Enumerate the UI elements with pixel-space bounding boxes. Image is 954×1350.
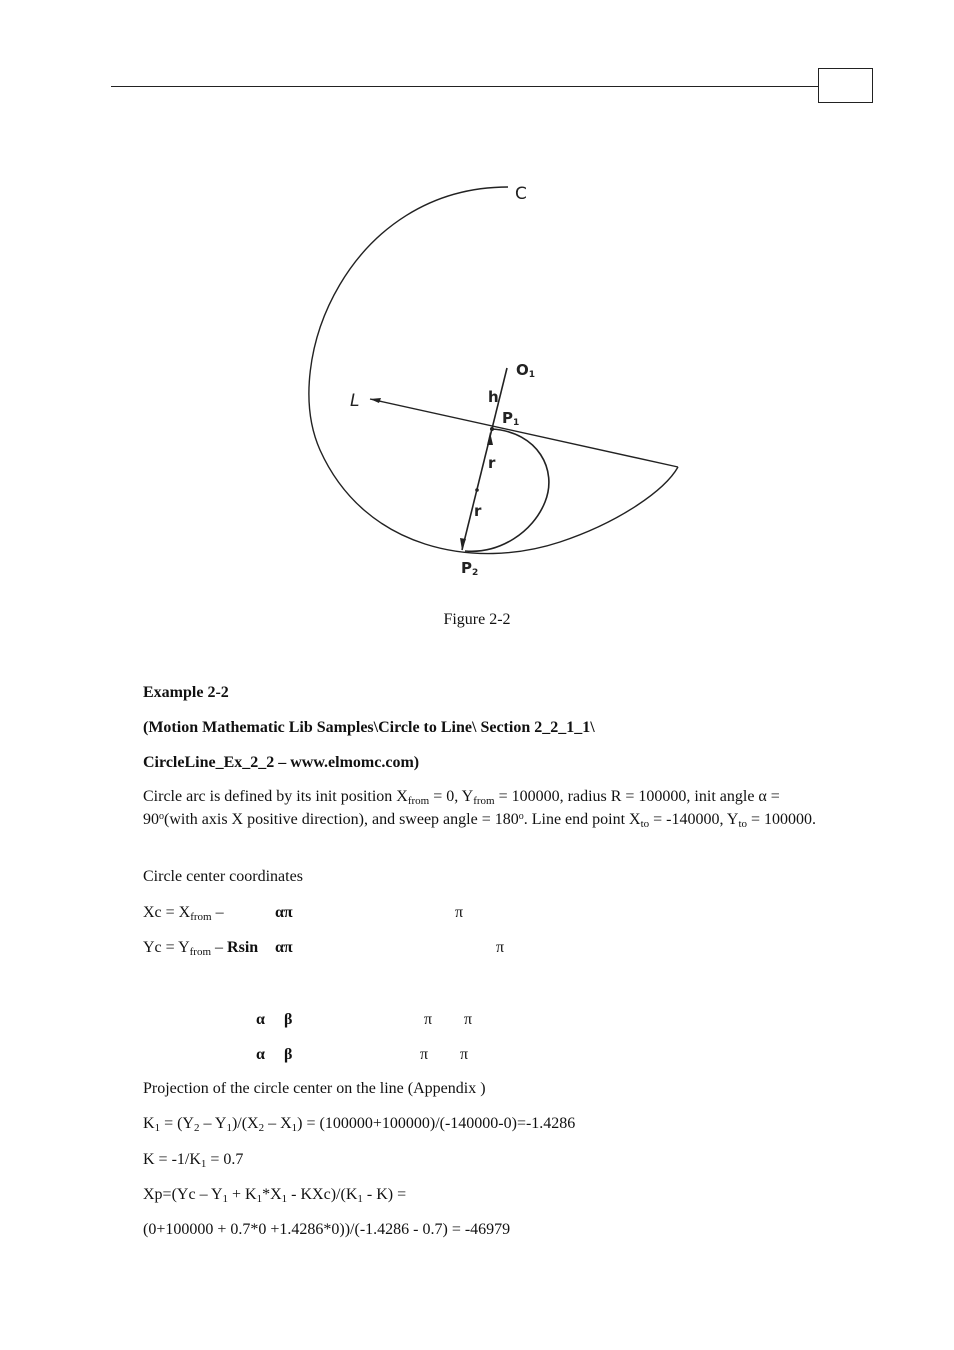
line-segment [370,399,678,467]
large-circle-arc [309,187,678,554]
label-r-bottom: r [474,502,482,520]
geometry-diagram [290,170,700,590]
xc-alpha-pi: απ [275,904,293,921]
row2-pi1: π [420,1046,429,1063]
k-equation: $K = -1/K_1 = 0.7$ [143,1151,244,1170]
xc-pi: π [455,904,464,921]
projection-heading: Projection of the circle center on the line (Appendix ) [143,1080,486,1097]
row2-alpha: α [256,1046,265,1063]
figure-caption: Figure 2-2 [443,611,511,628]
example-title: Example 2-2 [143,684,229,701]
yc-pi: π [496,939,505,956]
point-mid [475,488,479,492]
xp-value: (0+100000 + 0.7*0 +1.4286*0))/(-1.4286 - 0.7) = -46979 [143,1221,511,1238]
row2-pi2: π [460,1046,469,1063]
label-l: L [350,391,360,411]
label-p1: P1 [502,409,520,428]
xc-formula: $Xc = X_{from}$ – [143,904,224,923]
example-description: Circle arc is defined by its init position $X_{from} = 0$, $Y_{from} = 100000$, radius R = 100000, init angle $\alpha = 90^o(with$ axis X positive direction), and sweep angle = $180^o$. Line end point $X_{to} = -140000$, $Y_{to} = 100000$. [143,788,817,830]
xp-equation: $Xp=(Yc - Y_1 + K_1*X_1 - KXc)/(K_1 - K)$ = [143,1186,407,1205]
row1-alpha: α [256,1011,265,1028]
page-number-box [818,68,873,103]
yc-alpha-pi: απ [275,939,293,956]
arrow-head-r [487,432,493,445]
row1-beta: β [284,1011,293,1028]
k1-equation: $K_1 = (Y_2 - Y_1)/(X_2 - X_1) = (100000+100000)/(-140000-0)=-1.4286$ [143,1115,576,1134]
row1-pi1: π [424,1011,433,1028]
figure-2-2 [290,170,700,590]
label-r-top: r [488,454,496,472]
label-o1: O1 [516,361,536,380]
row2-beta: β [284,1046,293,1063]
label-c: C [515,184,527,204]
header-rule [111,86,819,87]
row1-pi2: π [464,1011,473,1028]
label-h: h [488,388,499,406]
yc-formula: $Yc = Y_{from} - Rsin$ [143,939,259,958]
center-heading: Circle center coordinates [143,868,303,885]
radial-line [462,368,507,550]
point-p1 [490,427,494,431]
example-reference-line2: CircleLine_Ex_2_2 – www.elmomc.com) [143,754,420,771]
label-p2: P2 [461,559,479,578]
example-reference-line1: (Motion Mathematic Lib Samples\Circle to Line\ Section 2_2_1_1\ [143,719,595,736]
